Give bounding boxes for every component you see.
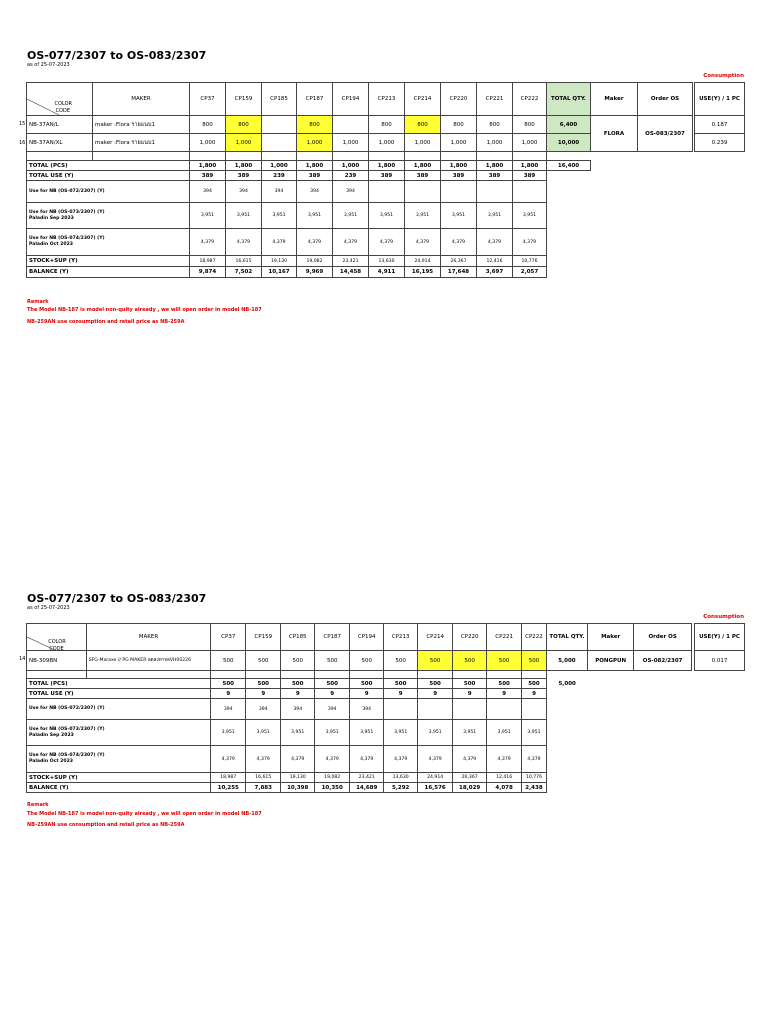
summary-cell: 16,576 <box>418 783 453 793</box>
summary-cell <box>369 181 405 203</box>
summary-cell: 3,951 <box>487 720 522 746</box>
summary-cell: 394 <box>333 181 369 203</box>
group-maker: FLORA <box>591 116 638 152</box>
summary-cell: 9 <box>487 689 522 699</box>
summary-row-stock <box>27 256 693 267</box>
remark-title: Remark <box>27 299 49 305</box>
summary-cell: 7,502 <box>226 267 262 278</box>
summary-total: 16,400 <box>547 161 591 171</box>
summary-label <box>27 746 211 773</box>
summary-cell: 4,379 <box>453 746 487 773</box>
qty-cell: 500 <box>246 651 281 671</box>
summary-cell: 3,951 <box>441 203 477 229</box>
summary-cell: 4,379 <box>418 746 453 773</box>
summary-cell: 12,416 <box>477 256 513 267</box>
header-row <box>27 83 693 116</box>
order-os-header: Order OS <box>638 83 693 116</box>
summary-cell: 500 <box>418 679 453 689</box>
summary-cell: 3,951 <box>333 203 369 229</box>
col-header: CP220 <box>441 83 477 116</box>
summary-cell: 500 <box>211 679 246 689</box>
col-header: CP221 <box>487 624 522 651</box>
summary-cell: 4,379 <box>297 229 333 256</box>
summary-cell <box>441 181 477 203</box>
summary-cell: 4,379 <box>333 229 369 256</box>
qty-cell: 500 <box>384 651 418 671</box>
total-qty-header: TOTAL QTY. <box>546 624 587 651</box>
qty-cell: 500 <box>281 651 315 671</box>
summary-cell <box>477 181 513 203</box>
summary-cell: 4,379 <box>369 229 405 256</box>
summary-label-sub: Paladin Oct 2023 <box>29 242 73 247</box>
summary-cell: 2,438 <box>522 783 547 793</box>
maker-header: MAKER <box>93 83 190 116</box>
use-per-pc-table <box>694 623 745 671</box>
summary-row-use072 <box>27 181 693 203</box>
consumption-label: Consumption <box>703 73 744 79</box>
order-table <box>26 623 692 793</box>
summary-cell: 4,379 <box>477 229 513 256</box>
header-row <box>27 624 692 651</box>
row-number: 15 <box>19 121 26 127</box>
col-header: CP222 <box>513 83 547 116</box>
summary-cell: 4,379 <box>226 229 262 256</box>
summary-cell: 394 <box>246 699 281 720</box>
summary-cell: 1,800 <box>297 161 333 171</box>
qty-cell: 800 <box>405 116 441 134</box>
summary-cell: 2,057 <box>513 267 547 278</box>
color-label: COLOR <box>54 101 72 107</box>
summary-cell: 4,379 <box>487 746 522 773</box>
col-header: CP194 <box>333 83 369 116</box>
item-code: NB-37AN/XL <box>27 134 93 152</box>
summary-cell: 394 <box>297 181 333 203</box>
summary-cell: 10,350 <box>315 783 350 793</box>
summary-row-total-pcs <box>27 161 693 171</box>
summary-cell: 9,969 <box>297 267 333 278</box>
col-header: CP194 <box>350 624 384 651</box>
use-per-pc-header: USE(Y) / 1 PC <box>695 83 745 116</box>
summary-cell: 4,379 <box>384 746 418 773</box>
spacer-row <box>27 152 693 161</box>
summary-cell: 9,874 <box>190 267 226 278</box>
col-header: CP214 <box>418 624 453 651</box>
summary-label: TOTAL USE (Y) <box>27 171 190 181</box>
summary-label-sub: Paladin Oct 2023 <box>29 759 73 764</box>
summary-cell: 12,416 <box>487 773 522 783</box>
qty-cell: 800 <box>226 116 262 134</box>
summary-cell: 389 <box>405 171 441 181</box>
summary-cell: 4,379 <box>522 746 547 773</box>
summary-cell: 19,130 <box>262 256 297 267</box>
summary-cell: 3,951 <box>513 203 547 229</box>
col-header: CP221 <box>477 83 513 116</box>
summary-cell: 9 <box>281 689 315 699</box>
summary-label: TOTAL (PCS) <box>27 161 190 171</box>
total-qty-cell: 6,400 <box>547 116 591 134</box>
order-table <box>26 82 693 278</box>
summary-cell: 19,082 <box>315 773 350 783</box>
summary-cell: 3,951 <box>477 203 513 229</box>
summary-cell: 394 <box>226 181 262 203</box>
color-code-header <box>27 624 87 651</box>
code-label: CODE <box>49 646 64 651</box>
summary-cell: 500 <box>522 679 547 689</box>
total-qty-header: TOTAL QTY. <box>547 83 591 116</box>
report-title: OS-077/2307 to OS-083/2307 <box>27 49 207 62</box>
qty-cell: 1,000 <box>190 134 226 152</box>
summary-cell <box>453 699 487 720</box>
summary-cell: 500 <box>350 679 384 689</box>
summary-cell: 13,630 <box>369 256 405 267</box>
summary-cell: 23,421 <box>350 773 384 783</box>
qty-cell: 500 <box>315 651 350 671</box>
summary-row-use074 <box>27 746 692 773</box>
summary-cell: 239 <box>262 171 297 181</box>
summary-cell: 14,689 <box>350 783 384 793</box>
summary-cell: 4,379 <box>513 229 547 256</box>
item-maker: SFG-Maraxe // PG MAKER ลดลงหาจลVH00226 <box>86 651 211 671</box>
qty-cell: 1,000 <box>333 134 369 152</box>
summary-cell: 5,292 <box>384 783 418 793</box>
col-header: CP159 <box>246 624 281 651</box>
summary-cell <box>513 181 547 203</box>
summary-label-text: Use for NB (OS-073/2307) (Y) <box>29 726 105 732</box>
summary-row-use073 <box>27 720 692 746</box>
summary-cell: 3,951 <box>281 720 315 746</box>
total-qty-cell: 10,000 <box>547 134 591 152</box>
summary-cell: 14,458 <box>333 267 369 278</box>
summary-cell: 10,167 <box>262 267 297 278</box>
summary-cell: 3,951 <box>262 203 297 229</box>
summary-cell: 4,379 <box>281 746 315 773</box>
summary-cell: 394 <box>315 699 350 720</box>
summary-cell: 3,951 <box>226 203 262 229</box>
col-header: CP213 <box>384 624 418 651</box>
col-header: CP213 <box>369 83 405 116</box>
code-label: CODE <box>55 108 70 114</box>
summary-cell: 3,951 <box>453 720 487 746</box>
summary-cell: 26,367 <box>453 773 487 783</box>
summary-label: TOTAL (PCS) <box>27 679 211 689</box>
summary-cell: 389 <box>477 171 513 181</box>
item-maker: maker :Flora รายแนบ1 <box>93 134 190 152</box>
summary-row-use074 <box>27 229 693 256</box>
row-number: 16 <box>19 140 26 146</box>
summary-cell: 4,379 <box>350 746 384 773</box>
summary-cell: 24,914 <box>418 773 453 783</box>
summary-cell: 389 <box>226 171 262 181</box>
summary-cell: 3,951 <box>190 203 226 229</box>
summary-cell: 394 <box>281 699 315 720</box>
summary-label: STOCK+SUP (Y) <box>27 773 211 783</box>
report-title: OS-077/2307 to OS-083/2307 <box>27 592 207 605</box>
summary-cell: 10,255 <box>211 783 246 793</box>
qty-cell <box>262 134 297 152</box>
summary-cell: 10,776 <box>513 256 547 267</box>
use-per-pc-cell: 0.239 <box>695 134 745 152</box>
summary-label: TOTAL USE (Y) <box>27 689 211 699</box>
consumption-label: Consumption <box>703 614 744 620</box>
color-label: COLOR <box>48 639 66 645</box>
summary-cell: 18,987 <box>211 773 246 783</box>
summary-row-total-use <box>27 689 692 699</box>
maker2-header: Maker <box>588 624 634 651</box>
summary-cell: 10,398 <box>281 783 315 793</box>
summary-label: BALANCE (Y) <box>27 783 211 793</box>
summary-label-sub: Paladin Sep 2023 <box>29 215 74 221</box>
qty-cell: 800 <box>441 116 477 134</box>
summary-row-total-pcs <box>27 679 692 689</box>
qty-cell: 1,000 <box>369 134 405 152</box>
col-header: CP214 <box>405 83 441 116</box>
summary-cell: 16,615 <box>246 773 281 783</box>
summary-cell: 4,911 <box>369 267 405 278</box>
maker-header: MAKER <box>86 624 211 651</box>
summary-cell: 9 <box>418 689 453 699</box>
summary-cell: 3,951 <box>315 720 350 746</box>
remark-line: NB-259AN use consumption and retail price as NB-259A <box>27 822 185 828</box>
qty-cell: 500 <box>350 651 384 671</box>
qty-cell: 500 <box>418 651 453 671</box>
summary-label <box>27 203 190 229</box>
use-per-pc-cell: 0.187 <box>695 116 745 134</box>
summary-cell: 9 <box>522 689 547 699</box>
item-code: NB-309BN <box>27 651 87 671</box>
col-header: CP159 <box>226 83 262 116</box>
col-header: CP37 <box>211 624 246 651</box>
summary-cell: 26,367 <box>441 256 477 267</box>
summary-cell: 500 <box>487 679 522 689</box>
summary-cell: 24,914 <box>405 256 441 267</box>
summary-cell: 4,379 <box>405 229 441 256</box>
qty-cell: 1,000 <box>405 134 441 152</box>
group-order: OS-083/2307 <box>638 116 693 152</box>
order-os-header: Order OS <box>634 624 692 651</box>
summary-cell: 18,029 <box>453 783 487 793</box>
summary-cell: 19,082 <box>297 256 333 267</box>
summary-cell: 17,648 <box>441 267 477 278</box>
summary-cell: 9 <box>350 689 384 699</box>
summary-cell: 3,951 <box>297 203 333 229</box>
table-row <box>27 651 692 671</box>
summary-cell <box>405 181 441 203</box>
group-order: OS-082/2307 <box>634 651 692 671</box>
summary-cell: 1,000 <box>262 161 297 171</box>
col-header: CP185 <box>281 624 315 651</box>
as-of-date: as of 25-07-2023 <box>27 605 70 611</box>
summary-row-use073 <box>27 203 693 229</box>
as-of-date: as of 25-07-2023 <box>27 62 70 68</box>
summary-cell: 3,951 <box>369 203 405 229</box>
remark-line: The Model NB-187 is model non-quity already , we will open order in model NB-187 <box>27 307 262 313</box>
qty-cell: 800 <box>369 116 405 134</box>
summary-cell <box>522 699 547 720</box>
qty-cell: 800 <box>190 116 226 134</box>
summary-cell: 4,379 <box>262 229 297 256</box>
summary-cell: 9 <box>211 689 246 699</box>
summary-cell: 7,883 <box>246 783 281 793</box>
col-header: CP187 <box>297 83 333 116</box>
summary-cell: 4,078 <box>487 783 522 793</box>
summary-label-text: Use for NB (OS-074/2307) (Y) <box>29 236 105 241</box>
summary-label: Use for NB (OS-072/2307) (Y) <box>27 181 190 203</box>
summary-cell: 3,951 <box>522 720 547 746</box>
summary-cell: 394 <box>350 699 384 720</box>
summary-row-stock <box>27 773 692 783</box>
qty-cell: 500 <box>453 651 487 671</box>
summary-cell: 1,800 <box>405 161 441 171</box>
col-header: CP187 <box>315 624 350 651</box>
summary-cell: 16,195 <box>405 267 441 278</box>
item-maker: maker :Flora รายแนบ1 <box>93 116 190 134</box>
summary-total: 5,000 <box>558 680 576 687</box>
summary-cell <box>487 699 522 720</box>
summary-label-sub: Paladin Sep 2023 <box>29 732 74 738</box>
summary-cell: 1,800 <box>226 161 262 171</box>
summary-cell: 239 <box>333 171 369 181</box>
summary-cell: 1,800 <box>190 161 226 171</box>
summary-cell: 9 <box>453 689 487 699</box>
summary-cell: 4,379 <box>315 746 350 773</box>
summary-cell: 3,697 <box>477 267 513 278</box>
qty-cell: 500 <box>522 651 547 671</box>
summary-cell: 500 <box>453 679 487 689</box>
summary-cell: 500 <box>281 679 315 689</box>
summary-cell: 4,379 <box>190 229 226 256</box>
summary-cell: 4,379 <box>211 746 246 773</box>
summary-cell: 389 <box>297 171 333 181</box>
summary-cell: 394 <box>211 699 246 720</box>
remark-title: Remark <box>27 802 49 808</box>
report-section-2 <box>0 512 768 1024</box>
summary-label <box>27 720 211 746</box>
group-maker: PONGPUN <box>588 651 634 671</box>
qty-cell <box>333 116 369 134</box>
summary-label <box>27 229 190 256</box>
use-per-pc-table <box>694 82 745 152</box>
summary-cell: 9 <box>246 689 281 699</box>
summary-cell: 4,379 <box>441 229 477 256</box>
summary-cell: 500 <box>384 679 418 689</box>
summary-cell: 389 <box>513 171 547 181</box>
summary-cell: 10,776 <box>522 773 547 783</box>
summary-cell: 1,800 <box>441 161 477 171</box>
summary-cell <box>418 699 453 720</box>
qty-cell: 1,000 <box>441 134 477 152</box>
use-per-pc-cell: 0.017 <box>695 651 745 671</box>
qty-cell: 1,000 <box>513 134 547 152</box>
col-header: CP220 <box>453 624 487 651</box>
summary-cell: 394 <box>262 181 297 203</box>
qty-cell: 800 <box>297 116 333 134</box>
summary-cell: 3,951 <box>418 720 453 746</box>
summary-cell: 4,379 <box>246 746 281 773</box>
qty-cell: 500 <box>211 651 246 671</box>
summary-cell: 1,800 <box>513 161 547 171</box>
summary-cell: 1,000 <box>333 161 369 171</box>
summary-cell: 16,615 <box>226 256 262 267</box>
summary-cell <box>384 699 418 720</box>
summary-cell: 1,800 <box>369 161 405 171</box>
summary-cell: 3,951 <box>211 720 246 746</box>
summary-row-total-use <box>27 171 693 181</box>
row-number: 14 <box>19 656 26 662</box>
use-per-pc-header: USE(Y) / 1 PC <box>695 624 745 651</box>
summary-cell: 9 <box>315 689 350 699</box>
spacer-row <box>27 671 692 679</box>
summary-cell: 500 <box>315 679 350 689</box>
summary-cell: 389 <box>441 171 477 181</box>
col-header: CP222 <box>522 624 547 651</box>
summary-cell: 3,951 <box>405 203 441 229</box>
qty-cell: 1,000 <box>226 134 262 152</box>
summary-label: BALANCE (Y) <box>27 267 190 278</box>
qty-cell: 800 <box>477 116 513 134</box>
summary-cell: 9 <box>384 689 418 699</box>
summary-cell: 23,421 <box>333 256 369 267</box>
qty-cell: 1,000 <box>477 134 513 152</box>
qty-cell: 500 <box>487 651 522 671</box>
summary-label: STOCK+SUP (Y) <box>27 256 190 267</box>
qty-cell: 800 <box>513 116 547 134</box>
summary-cell: 3,951 <box>350 720 384 746</box>
qty-cell: 1,000 <box>297 134 333 152</box>
summary-cell: 13,630 <box>384 773 418 783</box>
item-code: NB-37AN/L <box>27 116 93 134</box>
summary-cell: 500 <box>246 679 281 689</box>
color-code-header <box>27 83 93 116</box>
summary-cell: 389 <box>369 171 405 181</box>
summary-cell: 18,987 <box>190 256 226 267</box>
summary-label-text: Use for NB (OS-073/2307) (Y) <box>29 209 105 215</box>
qty-cell <box>262 116 297 134</box>
col-header: CP37 <box>190 83 226 116</box>
summary-cell: 19,130 <box>281 773 315 783</box>
summary-row-balance <box>27 783 692 793</box>
summary-cell: 3,951 <box>384 720 418 746</box>
summary-cell: 389 <box>190 171 226 181</box>
col-header: CP185 <box>262 83 297 116</box>
maker2-header: Maker <box>591 83 638 116</box>
summary-label: Use for NB (OS-072/2307) (Y) <box>27 699 211 720</box>
summary-cell: 3,951 <box>246 720 281 746</box>
summary-row-balance <box>27 267 693 278</box>
summary-label-text: Use for NB (OS-074/2307) (Y) <box>29 753 105 758</box>
remark-line: NB-259AN use consumption and retail price as NB-259A <box>27 319 185 325</box>
summary-cell: 1,800 <box>477 161 513 171</box>
table-row <box>27 116 693 134</box>
total-qty-cell: 5,000 <box>546 651 587 671</box>
summary-cell: 394 <box>190 181 226 203</box>
summary-row-use072 <box>27 699 692 720</box>
remark-line: The Model NB-187 is model non-quity already , we will open order in model NB-187 <box>27 811 262 817</box>
